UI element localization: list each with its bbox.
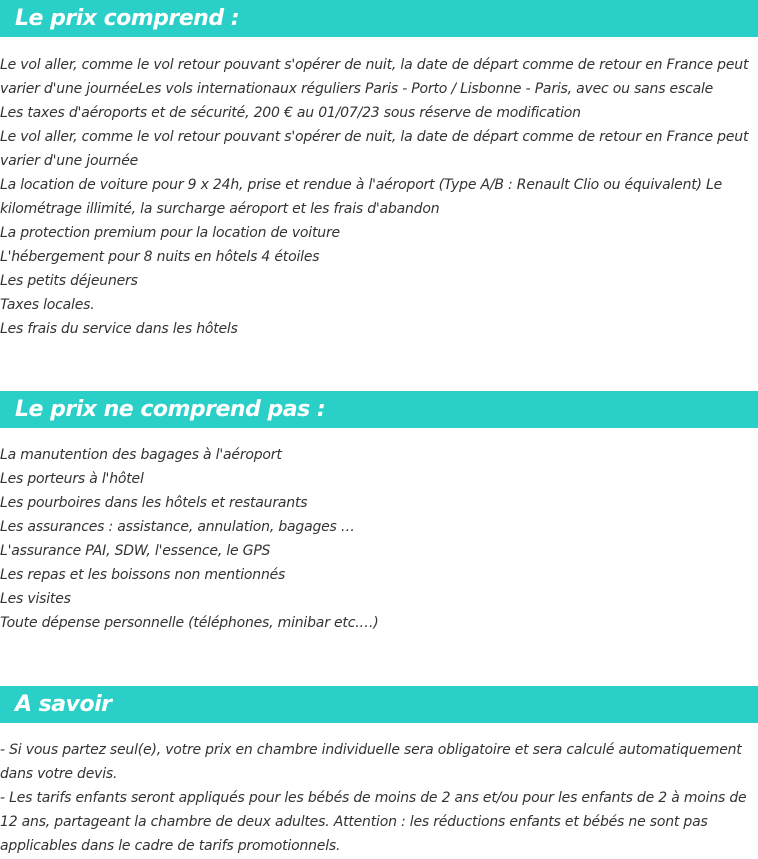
section-price-excludes	[0, 391, 758, 635]
list-item: Le vol aller, comme le vol retour pouvant s'opérer de nuit, la date de départ comme de retour en France peut varier d'une journéeLes vols internationaux réguliers Paris - Porto / Lisbonne - Paris, avec ou sans escale	[0, 57, 749, 97]
list-item: Les taxes d'aéroports et de sécurité, 200 € au 01/07/23 sous réserve de modification	[0, 105, 581, 121]
section-title-notes: A savoir	[0, 686, 758, 723]
list-item: Les porteurs à l'hôtel	[0, 471, 144, 487]
list-item: Les repas et les boissons non mentionnés	[0, 567, 286, 583]
list-item: Les frais du service dans les hôtels	[0, 321, 238, 337]
section-title-includes: Le prix comprend :	[0, 0, 758, 37]
excludes-list	[0, 428, 758, 635]
list-item: Les pourboires dans les hôtels et restaurants	[0, 495, 308, 511]
list-item: La location de voiture pour 9 x 24h, prise et rendue à l'aéroport (Type A/B : Renault Clio ou équivalent) Le kilométrage illimité, la surcharge aéroport et les frais d'abandon	[0, 177, 723, 217]
note-item: - Si vous partez seul(e), votre prix en chambre individuelle sera obligatoire et sera calculé automatiquement dans votre devis.	[0, 742, 742, 782]
list-item: L'assurance PAI, SDW, l'essence, le GPS	[0, 543, 271, 559]
list-item: Toute dépense personnelle (téléphones, minibar etc.…)	[0, 615, 379, 631]
list-item: La protection premium pour la location de voiture	[0, 225, 340, 241]
list-item: Le vol aller, comme le vol retour pouvant s'opérer de nuit, la date de départ comme de retour en France peut varier d'une journée	[0, 129, 749, 169]
list-item: La manutention des bagages à l'aéroport	[0, 447, 282, 463]
section-price-includes	[0, 0, 758, 341]
section-title-excludes: Le prix ne comprend pas :	[0, 391, 758, 428]
list-item: Les assurances : assistance, annulation, bagages …	[0, 519, 355, 535]
includes-list	[0, 37, 758, 341]
list-item: Les visites	[0, 591, 71, 607]
list-item: Les petits déjeuners	[0, 273, 138, 289]
section-good-to-know	[0, 686, 758, 858]
notes-list	[0, 723, 758, 858]
list-item: Taxes locales.	[0, 297, 95, 313]
note-item: - Les tarifs enfants seront appliqués pour les bébés de moins de 2 ans et/ou pour les enfants de 2 à moins de 12 ans, partageant la chambre de deux adultes. Attention : les réductions enfants et bébés ne sont pas applicables dans le cadre de tarifs promotionnels.	[0, 790, 747, 854]
list-item: L'hébergement pour 8 nuits en hôtels 4 étoiles	[0, 249, 320, 265]
